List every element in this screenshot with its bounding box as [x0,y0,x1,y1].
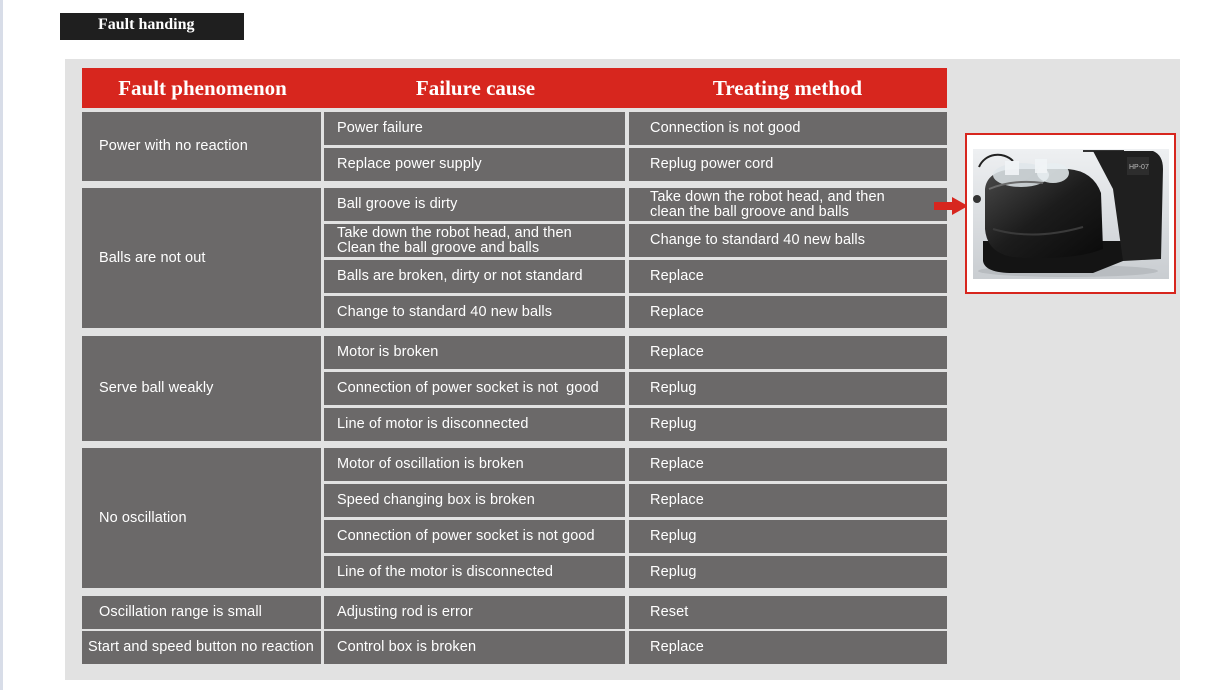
method-cell: Replug [629,372,947,405]
section-title: Fault handing [60,13,244,40]
phenomenon-oscillation-range-small: Oscillation range is small [82,596,321,629]
cause-cell: Adjusting rod is error [324,596,625,629]
cause-cell: Connection of power socket is not good [324,520,625,553]
cause-cell: Connection of power socket is not good [324,372,625,405]
method-cell: Replug [629,408,947,441]
cause-cell: Speed changing box is broken [324,484,625,517]
cause-cell: Control box is broken [324,631,625,664]
cause-cell: Balls are broken, dirty or not standard [324,260,625,293]
cause-cell: Power failure [324,112,625,145]
cause-cell: Replace power supply [324,148,625,181]
method-cell: Connection is not good [629,112,947,145]
svg-text:HP-07: HP-07 [1129,164,1149,171]
page-left-edge [0,0,3,690]
method-cell: Change to standard 40 new balls [629,224,947,257]
header-failure-cause: Failure cause [415,76,536,100]
cause-cell: Take down the robot head, and then Clean the ball groove and balls [324,224,625,257]
method-cell: Reset [629,596,947,629]
phenomenon-power-no-reaction: Power with no reaction [82,112,321,181]
cause-cell: Change to standard 40 new balls [324,296,625,328]
cause-cell: Motor of oscillation is broken [324,448,625,481]
method-cell: Replug power cord [629,148,947,181]
cause-cell: Line of motor is disconnected [324,408,625,441]
cause-cell: Ball groove is dirty [324,188,625,221]
cause-cell: Motor is broken [324,336,625,369]
method-cell: Replace [629,296,947,328]
method-cell: Replug [629,520,947,553]
method-cell: Replace [629,260,947,293]
fault-table-panel [65,59,1180,680]
robot-head-photo [973,149,1169,279]
method-cell: Replace [629,336,947,369]
method-cell: Replace [629,631,947,664]
robot-head-photo-frame [965,133,1176,294]
method-cell: Replace [629,484,947,517]
red-arrow-icon [934,196,968,216]
cause-cell: Line of the motor is disconnected [324,556,625,588]
phenomenon-no-oscillation: No oscillation [82,448,321,588]
phenomenon-balls-not-out: Balls are not out [82,188,321,328]
method-cell: Replug [629,556,947,588]
phenomenon-start-speed-button: Start and speed button no reaction [82,631,321,664]
phenomenon-serve-ball-weakly: Serve ball weakly [82,336,321,441]
method-cell: Take down the robot head, and then clean the ball groove and balls [629,188,947,221]
method-cell: Replace [629,448,947,481]
header-treating-method: Treating method [712,76,863,100]
header-fault-phenomenon: Fault phenomenon [118,76,287,100]
table-header [82,68,947,108]
